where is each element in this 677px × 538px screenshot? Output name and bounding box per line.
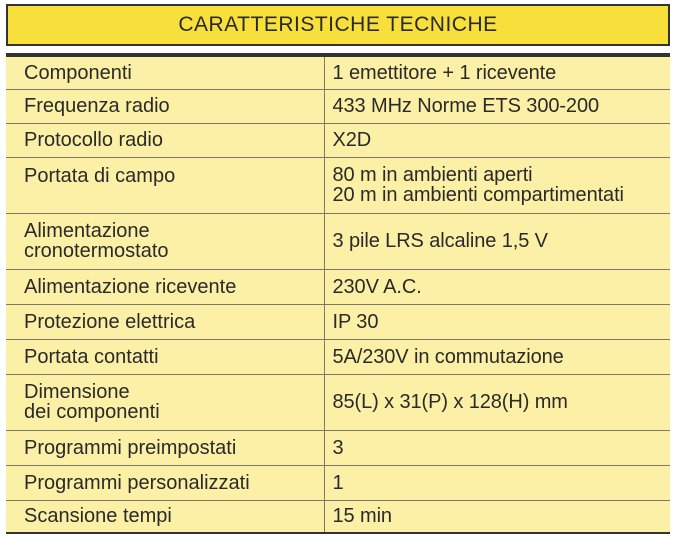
table-row [6,304,670,339]
spec-label: Scansione tempi [6,500,324,533]
spec-value: IP 30 [324,304,670,339]
spec-value: 15 min [324,500,670,533]
spec-label: Portata di campo [6,157,324,213]
table-title: CARATTERISTICHE TECNICHE [6,4,670,46]
spec-label: Portata contatti [6,339,324,374]
spec-value: 230V A.C. [324,269,670,304]
table-row [6,55,670,89]
spec-label: Programmi preimpostati [6,430,324,465]
spec-label: Frequenza radio [6,89,324,123]
table-row [6,500,670,533]
spec-value: 5A/230V in commutazione [324,339,670,374]
table-row [6,123,670,157]
spec-value: 85(L) x 31(P) x 128(H) mm [324,374,670,430]
table-row [6,157,670,213]
table-row [6,89,670,123]
table-row [6,430,670,465]
spec-value: 80 m in ambienti aperti 20 m in ambienti compartimentati [324,157,670,213]
table-row [6,339,670,374]
spec-value: 3 [324,430,670,465]
spec-value: X2D [324,123,670,157]
spec-label: Dimensione dei componenti [6,374,324,430]
table-row [6,269,670,304]
spec-value: 1 emettitore + 1 ricevente [324,55,670,89]
table-row [6,465,670,500]
spec-label: Componenti [6,55,324,89]
spec-label: Programmi personalizzati [6,465,324,500]
spec-label: Protezione elettrica [6,304,324,339]
spec-label: Alimentazione cronotermostato [6,213,324,269]
spec-value: 433 MHz Norme ETS 300-200 [324,89,670,123]
spec-value: 3 pile LRS alcaline 1,5 V [324,213,670,269]
table-row [6,374,670,430]
table-row [6,213,670,269]
specifications-table [6,53,670,534]
spec-label: Alimentazione ricevente [6,269,324,304]
spec-label: Protocollo radio [6,123,324,157]
spec-value: 1 [324,465,670,500]
